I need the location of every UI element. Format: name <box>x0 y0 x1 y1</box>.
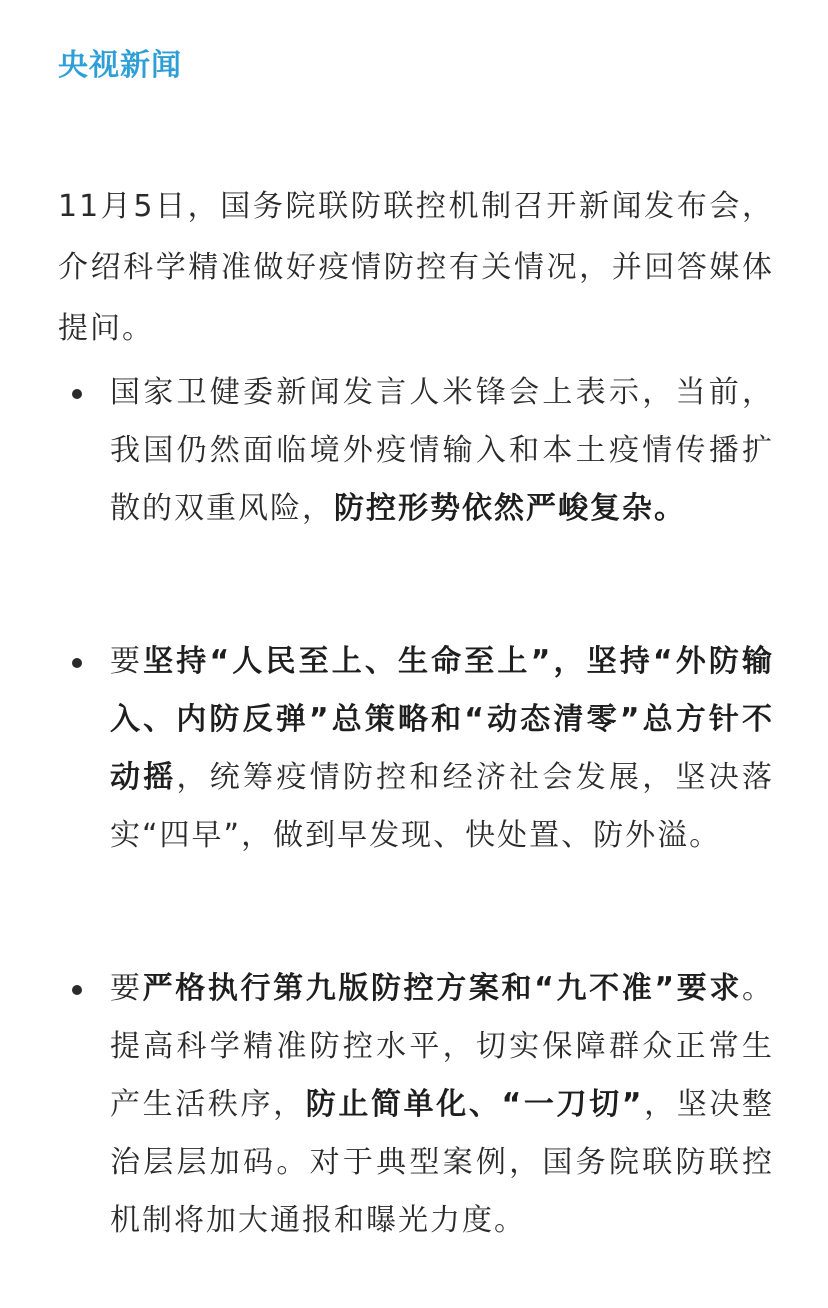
bullet-text-segment: 。提高科学精准防控水平，切实保障群众正常生产生活秩序， <box>110 971 775 1122</box>
bullet-dot-icon <box>72 985 82 995</box>
bullet-text-segment: 要 <box>110 971 143 1006</box>
bullet-text-segment: ，坚决整治层层加码。对于典型案例，国务院联防联控机制将加大通报和曝光力度。 <box>110 1087 775 1238</box>
bullet-list <box>58 364 774 1250</box>
bullet-bold-segment: 坚持“人民至上、生命至上”，坚持“外防输入、内防反弹”总策略和“动态清零”总方针不动摇 <box>110 644 775 795</box>
source-label: 央视新闻 <box>58 48 182 83</box>
bullet-item <box>58 633 774 865</box>
bullet-text-segment: 要 <box>110 644 144 679</box>
bullet-bold-segment: 防止简单化、“一刀切” <box>305 1087 644 1122</box>
bullet-item <box>58 960 774 1250</box>
intro-paragraph: 11月5日，国务院联防联控机制召开新闻发布会，介绍科学精准做好疫情防控有关情况，并回答媒体提问。 <box>58 189 774 346</box>
bullet-text-segment: ，统筹疫情防控和经济社会发展，坚决落实“四早”，做到早发现、快处置、防外溢。 <box>110 760 775 853</box>
bullet-dot-icon <box>72 658 82 668</box>
bullet-dot-icon <box>72 389 82 399</box>
bullet-bold-segment: 防控形势依然严峻复杂。 <box>334 491 686 526</box>
bullet-bold-segment: 严格执行第九版防控方案和“九不准”要求 <box>142 971 743 1006</box>
bullet-text-segment: 国家卫健委新闻发言人米锋会上表示，当前，我国仍然面临境外疫情输入和本土疫情传播扩散的双重风险， <box>110 375 774 526</box>
bullet-item <box>58 364 774 538</box>
